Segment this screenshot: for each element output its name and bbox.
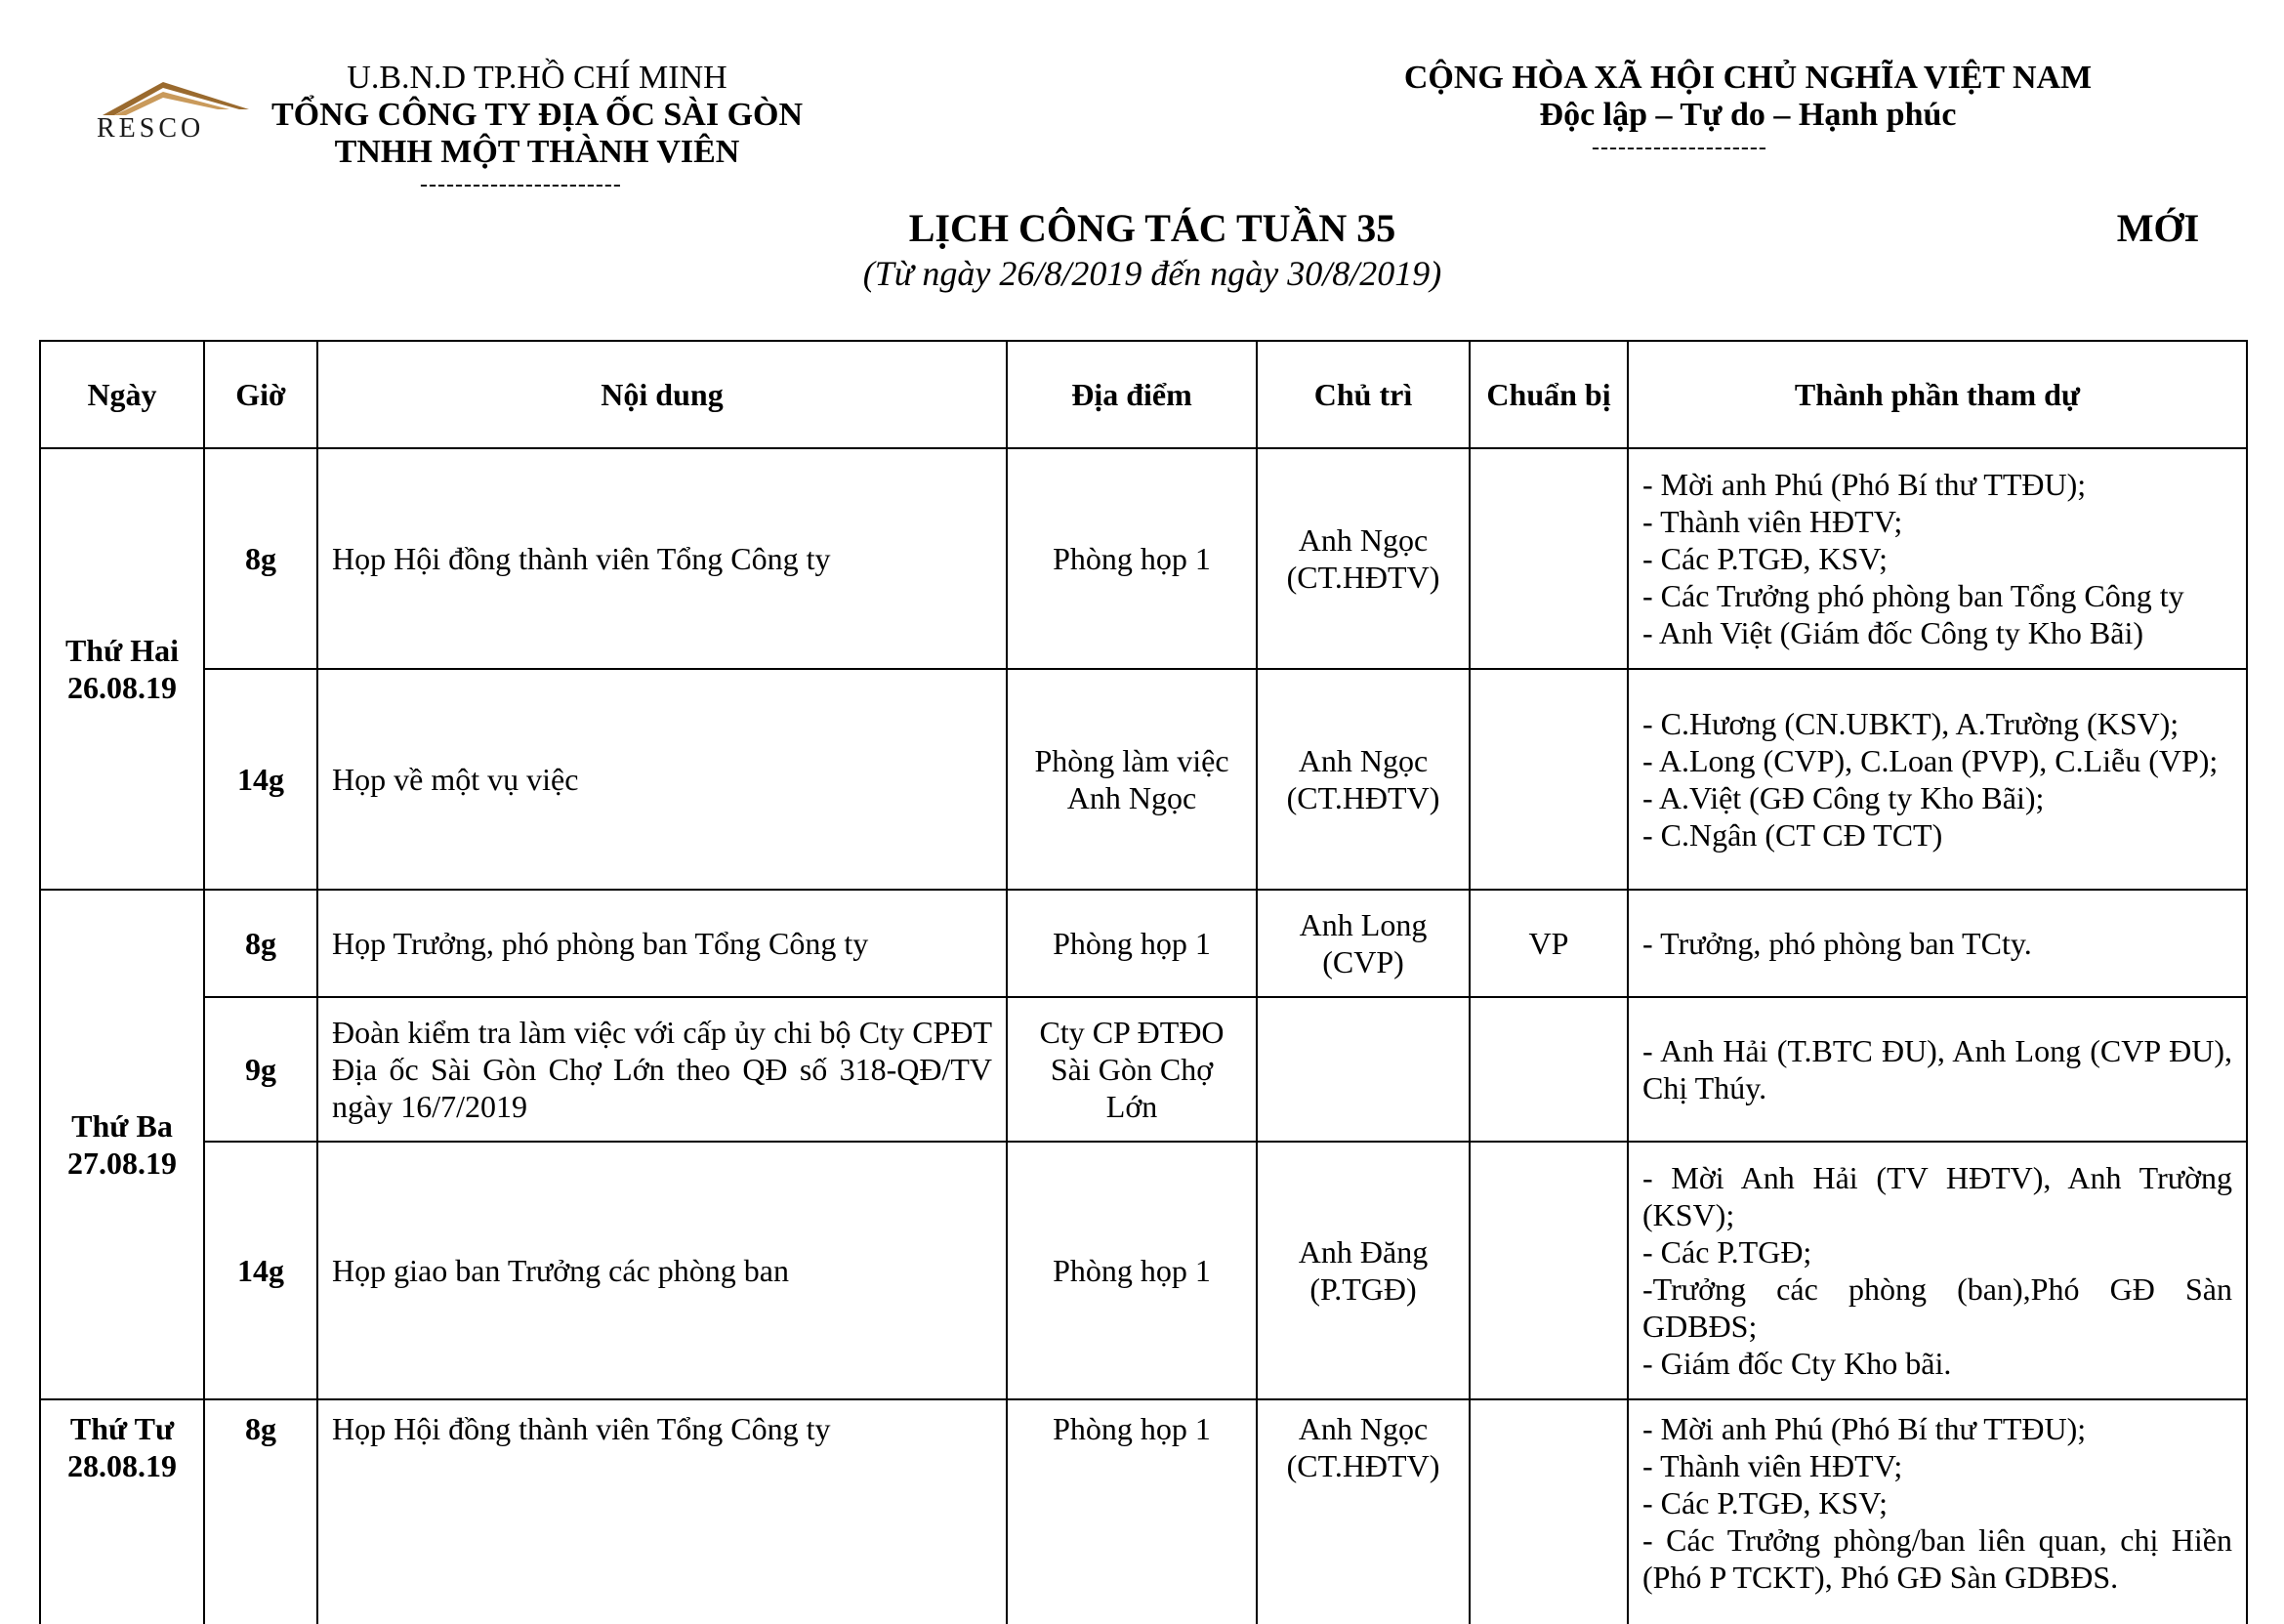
prepare-cell (1470, 448, 1628, 669)
prepare-cell: VP (1470, 890, 1628, 997)
table-row (40, 997, 2247, 1142)
time-cell: 14g (204, 1142, 317, 1399)
col-header-prepare: Chuẩn bị (1470, 341, 1628, 448)
chair-cell: Anh Ngọc (CT.HĐTV) (1257, 669, 1470, 890)
nation-heading: CỘNG HÒA XÃ HỘI CHỦ NGHĨA VIỆT NAM (1403, 60, 2093, 96)
content-cell: Họp Hội đồng thành viên Tổng Công ty (317, 1399, 1007, 1624)
participant-line: - Các Trưởng phòng/ban liên quan, chị Hiền (Phó P TCKT), Phó GĐ Sàn GDBĐS. (1642, 1522, 2232, 1595)
participants-cell (1628, 997, 2247, 1142)
header-row (40, 341, 2247, 448)
participant-line: - Mời anh Phú (Phó Bí thư TTĐU); (1642, 467, 2087, 502)
participant-line: - Trưởng, phó phòng ban TCty. (1642, 926, 2032, 961)
day-name: Thứ Tư (69, 1411, 175, 1446)
day-date: 28.08.19 (67, 1448, 177, 1483)
col-header-content: Nội dung (317, 341, 1007, 448)
content-cell: Đoàn kiểm tra làm việc với cấp ủy chi bộ Cty CPĐT Địa ốc Sài Gòn Chợ Lớn theo QĐ số 318-QĐ/TV ngày 16/7/2019 (317, 997, 1007, 1142)
location-cell: Phòng họp 1 (1007, 1399, 1257, 1624)
participants-cell (1628, 1399, 2247, 1624)
day-cell (40, 1399, 204, 1624)
schedule-table (39, 340, 2248, 1624)
time-cell: 8g (204, 448, 317, 669)
content-cell: Họp giao ban Trưởng các phòng ban (317, 1142, 1007, 1399)
participant-line: - Các Trưởng phó phòng ban Tổng Công ty (1642, 578, 2184, 613)
time-cell: 8g (204, 890, 317, 997)
resco-logo (93, 76, 259, 145)
location-cell: Phòng họp 1 (1007, 448, 1257, 669)
location-cell: Phòng họp 1 (1007, 890, 1257, 997)
col-header-time: Giờ (204, 341, 317, 448)
time-cell: 14g (204, 669, 317, 890)
nation-motto: Độc lập – Tự do – Hạnh phúc (1539, 97, 1957, 133)
chair-cell: Anh Ngọc (CT.HĐTV) (1257, 1399, 1470, 1624)
table-row (40, 669, 2247, 890)
day-name: Thứ Hai (64, 633, 180, 668)
participant-line: - Thành viên HĐTV; (1642, 1448, 1903, 1483)
participant-line: - Thành viên HĐTV; (1642, 504, 1903, 539)
org-line-1: U.B.N.D TP.HỒ CHÍ MINH (347, 60, 727, 96)
time-cell: 9g (204, 997, 317, 1142)
day-cell (40, 448, 204, 890)
org-separator: ----------------------- (420, 172, 622, 197)
new-label: MỚI (2116, 206, 2200, 250)
participant-line: - Mời Anh Hải (TV HĐTV), Anh Trường (KSV); (1642, 1160, 2232, 1232)
col-header-chair: Chủ trì (1257, 341, 1470, 448)
day-name: Thứ Ba (71, 1108, 173, 1144)
time-cell: 8g (204, 1399, 317, 1624)
col-header-participants: Thành phần tham dự (1628, 341, 2247, 448)
prepare-cell (1470, 669, 1628, 890)
motto-separator: -------------------- (1592, 135, 1767, 160)
day-date: 26.08.19 (67, 670, 177, 705)
participant-line: - Anh Hải (T.BTC ĐU), Anh Long (CVP ĐU), Chị Thúy. (1642, 1033, 2232, 1105)
col-header-day: Ngày (40, 341, 204, 448)
chair-cell (1257, 997, 1470, 1142)
prepare-cell (1470, 1142, 1628, 1399)
participant-line: - C.Ngân (CT CĐ TCT) (1642, 817, 1943, 853)
participant-line: - Các P.TGĐ, KSV; (1642, 541, 1888, 576)
participant-line: - C.Hương (CN.UBKT), A.Trường (KSV); (1642, 706, 2180, 741)
day-date: 27.08.19 (67, 1145, 177, 1181)
participant-line: - Giám đốc Cty Kho bãi. (1642, 1346, 1952, 1381)
logo-text: RESCO (97, 113, 205, 144)
participant-line: - Các P.TGĐ, KSV; (1642, 1485, 1888, 1520)
participant-line: - Anh Việt (Giám đốc Công ty Kho Bãi) (1642, 615, 2143, 650)
participants-cell (1628, 448, 2247, 669)
participant-line: - Các P.TGĐ; (1642, 1234, 1812, 1270)
location-cell: Phòng họp 1 (1007, 1142, 1257, 1399)
content-cell: Họp Trưởng, phó phòng ban Tổng Công ty (317, 890, 1007, 997)
table-row (40, 890, 2247, 997)
chair-cell: Anh Đăng (P.TGĐ) (1257, 1142, 1470, 1399)
table-row (40, 1142, 2247, 1399)
participant-line: -Trưởng các phòng (ban),Phó GĐ Sàn GDBĐS; (1642, 1271, 2232, 1344)
org-line-3: TNHH MỘT THÀNH VIÊN (334, 134, 740, 170)
content-cell: Họp Hội đồng thành viên Tổng Công ty (317, 448, 1007, 669)
participants-cell (1628, 890, 2247, 997)
participants-cell (1628, 1142, 2247, 1399)
prepare-cell (1470, 997, 1628, 1142)
table-row (40, 1399, 2247, 1624)
chair-cell: Anh Ngọc (CT.HĐTV) (1257, 448, 1470, 669)
participant-line: - Mời anh Phú (Phó Bí thư TTĐU); (1642, 1411, 2087, 1446)
chair-cell: Anh Long (CVP) (1257, 890, 1470, 997)
page-subtitle: (Từ ngày 26/8/2019 đến ngày 30/8/2019) (862, 254, 1442, 293)
location-cell: Cty CP ĐTĐO Sài Gòn Chợ Lớn (1007, 997, 1257, 1142)
content-cell: Họp về một vụ việc (317, 669, 1007, 890)
location-cell: Phòng làm việc Anh Ngọc (1007, 669, 1257, 890)
prepare-cell (1470, 1399, 1628, 1624)
participant-line: - A.Long (CVP), C.Loan (PVP), C.Liễu (VP); (1642, 743, 2219, 778)
table-row (40, 448, 2247, 669)
page-title: LỊCH CÔNG TÁC TUẦN 35 (908, 206, 1396, 250)
org-line-2: TỔNG CÔNG TY ĐỊA ỐC SÀI GÒN (270, 97, 804, 133)
participant-line: - A.Việt (GĐ Công ty Kho Bãi); (1642, 780, 2045, 815)
participants-cell (1628, 669, 2247, 890)
col-header-location: Địa điểm (1007, 341, 1257, 448)
day-cell (40, 890, 204, 1399)
